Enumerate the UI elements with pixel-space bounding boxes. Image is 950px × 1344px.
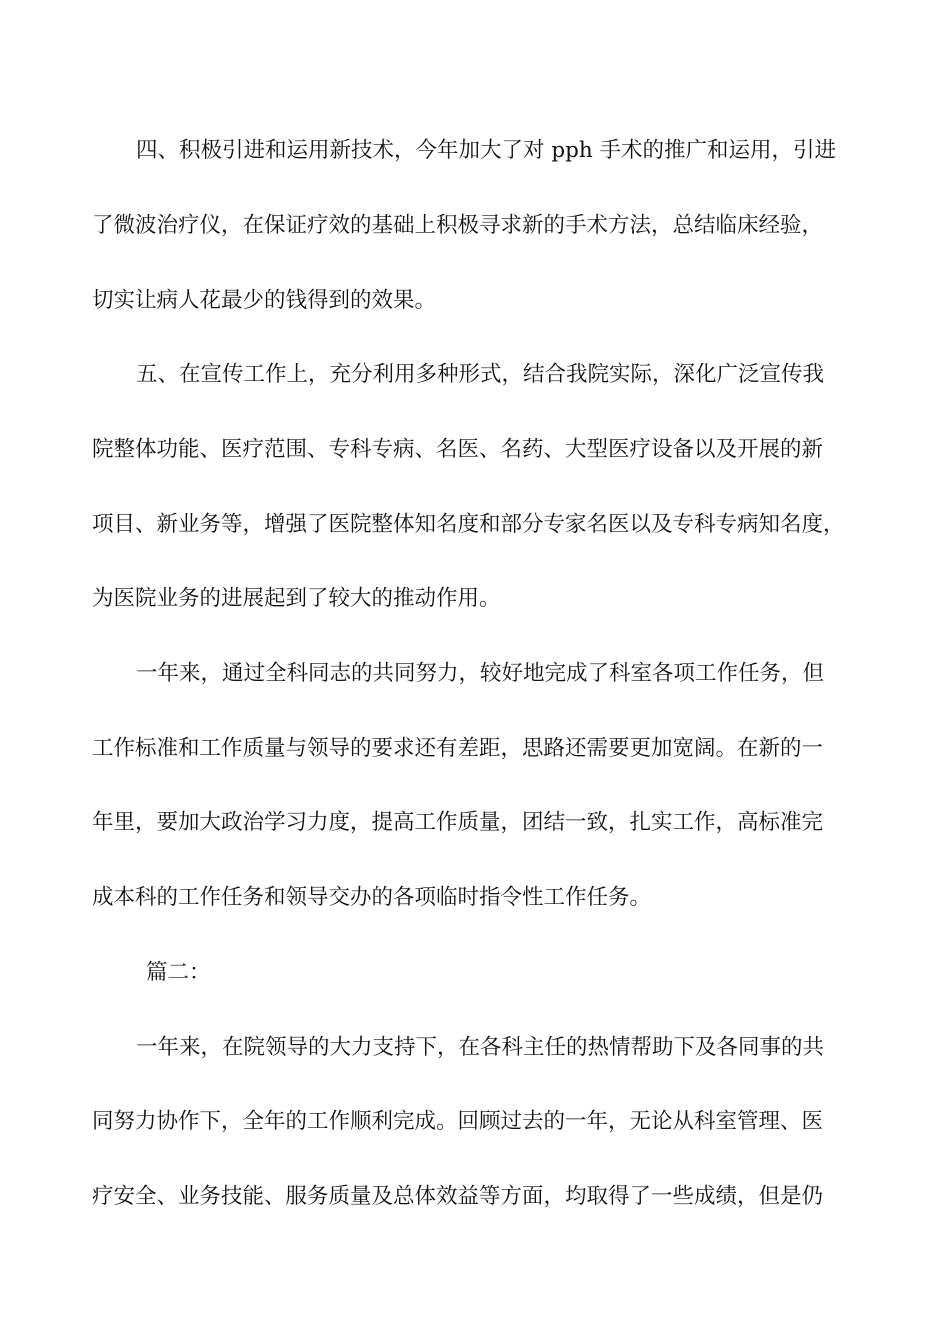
text-line: 一年来，通过全科同志的共同努力，较好地完成了科室各项工作任务，但 [136,661,825,686]
text-line: 了微波治疗仪，在保证疗效的基础上积极寻求新的手术方法，总结临床经验， [92,213,824,238]
text-line: 同努力协作下，全年的工作顺利完成。回顾过去的一年，无论从科室管理、医 [92,1109,824,1134]
text-line: 工作标准和工作质量与领导的要求还有差距，思路还需要更加宽阔。在新的一 [92,736,824,761]
text-line: 为医院业务的进展起到了较大的推动作用。 [92,586,501,611]
text-line: 切实让病人花最少的钱得到的效果。 [92,288,437,313]
text-line: 院整体功能、医疗范围、专科专病、名医、名药、大型医疗设备以及开展的新 [92,437,824,462]
text-line: 四、积极引进和运用新技术，今年加大了对 pph 手术的推广和运用，引进 [136,138,837,163]
text-line: 项目、新业务等，增强了医院整体知名度和部分专家名医以及专科专病知名度， [92,512,845,537]
text-line: 五、在宣传工作上，充分利用多种形式，结合我院实际，深化广泛宣传我 [136,362,825,387]
text-line: 年里，要加大政治学习力度，提高工作质量，团结一致，扎实工作，高标准完 [92,810,824,835]
text-line: 成本科的工作任务和领导交办的各项临时指令性工作任务。 [92,885,652,910]
text-line: 疗安全、业务技能、服务质量及总体效益等方面，均取得了一些成绩，但是仍 [92,1184,824,1209]
section-heading: 篇二： [146,960,211,985]
text-line: 一年来，在院领导的大力支持下，在各科主任的热情帮助下及各同事的共 [136,1035,825,1060]
